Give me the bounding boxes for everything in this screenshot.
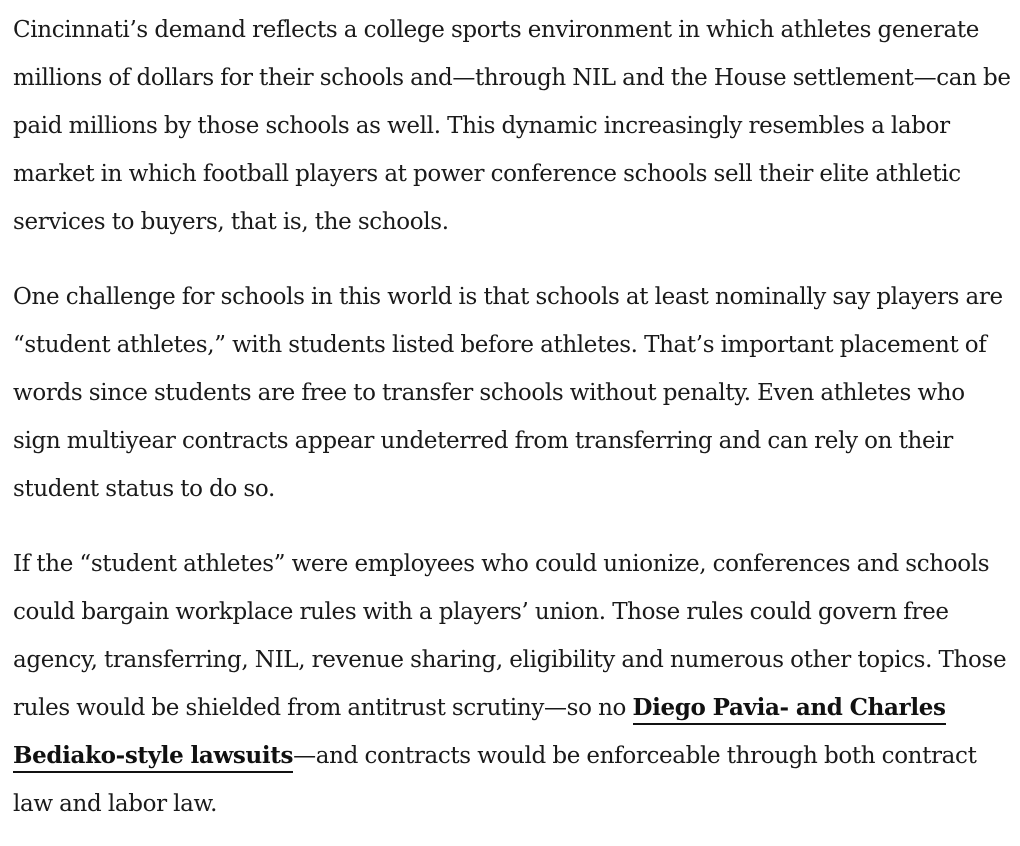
paragraph-unionize bbox=[13, 540, 1018, 828]
paragraph-cincinnati-demand: Cincinnati’s demand reflects a college sports environment in which athletes generate millions of dollars for their schools and—through NIL and the House settlement—can be paid millions by those schools as well. This dynamic increasingly resembles a labor market in which football players at power conference schools sell their elite athletic services to buyers, that is, the schools. bbox=[13, 17, 1011, 235]
article-body bbox=[13, 6, 1018, 828]
paragraph-unionize-text-before: If the “student athletes” were employees who could unionize, conferences and schools could bargain workplace rules with a players’ union. Those rules could govern free agency, transferring, NIL, revenue sharing, eligibility and numerous other topics. Those rules would be shielded from antitrust scrutiny—so no bbox=[13, 551, 1007, 721]
lawsuits-link[interactable]: Diego Pavia- and Charles Bediako-style lawsuits bbox=[13, 694, 946, 773]
paragraph-student-athletes-challenge: One challenge for schools in this world is that schools at least nominally say players are “student athletes,” with students listed before athletes. That’s important placement of words since students are free to transfer schools without penalty. Even athletes who sign multiyear contracts appear undeterred from transferring and can rely on their student status to do so. bbox=[13, 284, 1003, 502]
paragraph-unionize-text-after: —and contracts would be enforceable through both contract law and labor law. bbox=[13, 743, 977, 817]
